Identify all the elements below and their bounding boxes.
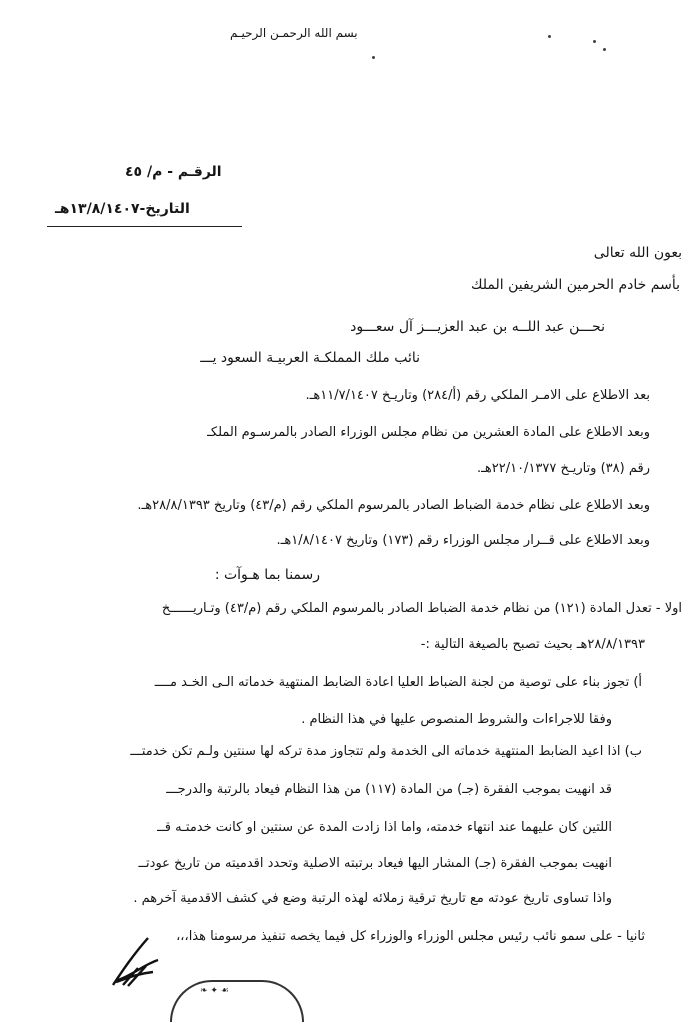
article-one-b-line-2: قد انهيت بموجب الفقرة (جـ) من المادة (١١٧) من هذا النظام فيعاد بالرتبة والدرجـــ bbox=[166, 782, 612, 797]
article-one-line-2: ٢٨/٨/١٣٩٣هـ بحيث تصبح بالصيغة التالية :- bbox=[420, 637, 645, 652]
preamble-line-2: وبعد الاطلاع على المادة العشرين من نظام مجلس الوزراء الصادر بالمرسـوم الملكـ bbox=[207, 425, 650, 440]
scan-dot bbox=[548, 35, 551, 38]
preamble-line-4: وبعد الاطلاع على نظام خدمة الضباط الصادر بالمرسوم الملكي رقم (م/٤٣) وتاريخ ٢٨/٨/١٣٩٣هـ. bbox=[137, 498, 650, 513]
date-underline bbox=[47, 226, 242, 227]
scan-dot bbox=[372, 56, 375, 59]
article-two: ثانيا - على سمو نائب رئيس مجلس الوزراء والوزراء كل فيما يخصه تنفيذ مرسومنا هذا،،، bbox=[176, 929, 645, 944]
basmala: بسم الله الرحمـن الرحيـم bbox=[230, 26, 358, 40]
article-one-b-line-3: اللتين كان عليهما عند انتهاء خدمته، واما اذا زادت المدة عن سنتين او كانت خدمتـه قــ bbox=[157, 820, 612, 835]
opening-line-1: بعون الله تعالى bbox=[593, 245, 682, 261]
article-one-a-line-2: وفقا للاجراءات والشروط المنصوص عليها في هذا النظام . bbox=[301, 712, 612, 727]
article-one-a-line-1: أ) تجوز بناء على توصية من لجنة الضباط العليا اعادة الضابط المنتهية خدماته الـى الخـد مــــ bbox=[154, 675, 642, 690]
opening-line-4: نائب ملك المملكـة العربيـة السعود يـــ bbox=[200, 350, 420, 366]
preamble-line-5: وبعد الاطلاع على قــرار مجلس الوزراء رقم (١٧٣) وتاريخ ١/٨/١٤٠٧هـ. bbox=[276, 533, 650, 548]
seal-stamp bbox=[170, 980, 304, 1022]
article-one-line-1: اولا - تعدل المادة (١٢١) من نظام خدمة الضباط الصادر بالمرسوم الملكي رقم (م/٤٣) وتـاريــــــخ bbox=[161, 601, 682, 616]
scan-dot bbox=[593, 40, 596, 43]
article-one-b-line-1: ب) اذا اعيد الضابط المنتهية خدماته الى الخدمة ولم تتجاوز مدة تركه لها سنتين ولـم تكن خدمتـــ bbox=[130, 744, 642, 759]
article-one-b-line-5: واذا تساوى تاريخ عودته مع تاريخ ترقية زملائه لهذه الرتبة وضع في كشف الاقدمية آخرهم . bbox=[133, 891, 612, 906]
scan-dot bbox=[603, 48, 606, 51]
article-one-b-line-4: انهيت بموجب الفقرة (جـ) المشار اليها فيعاد برتبته الاصلية وتحدد اقدميته من تاريخ عودتــ bbox=[138, 856, 612, 871]
opening-line-3: نحـــن عبد اللــه بن عبد العزيـــز آل سعـــود bbox=[350, 319, 605, 335]
preamble-line-1: بعد الاطلاع على الامـر الملكي رقم (أ/٢٨٤) وتاريـخ ١١/٧/١٤٠٧هـ. bbox=[305, 388, 650, 403]
seal-stamp-text: ☙ ✦ ❧ bbox=[200, 986, 229, 996]
signature-icon bbox=[108, 930, 168, 990]
document-date: التاريخ-١٣/٨/١٤٠٧هـ bbox=[55, 201, 190, 217]
reference-number: الرقـم - م/ ٤٥ bbox=[125, 164, 222, 180]
preamble-line-3: رقم (٣٨) وتاريـخ ٢٢/١٠/١٣٧٧هـ. bbox=[476, 461, 650, 476]
decree-word: رسمنا بما هـوآت : bbox=[214, 567, 320, 583]
opening-line-2: بأسم خادم الحرمين الشريفين الملك bbox=[470, 277, 680, 293]
